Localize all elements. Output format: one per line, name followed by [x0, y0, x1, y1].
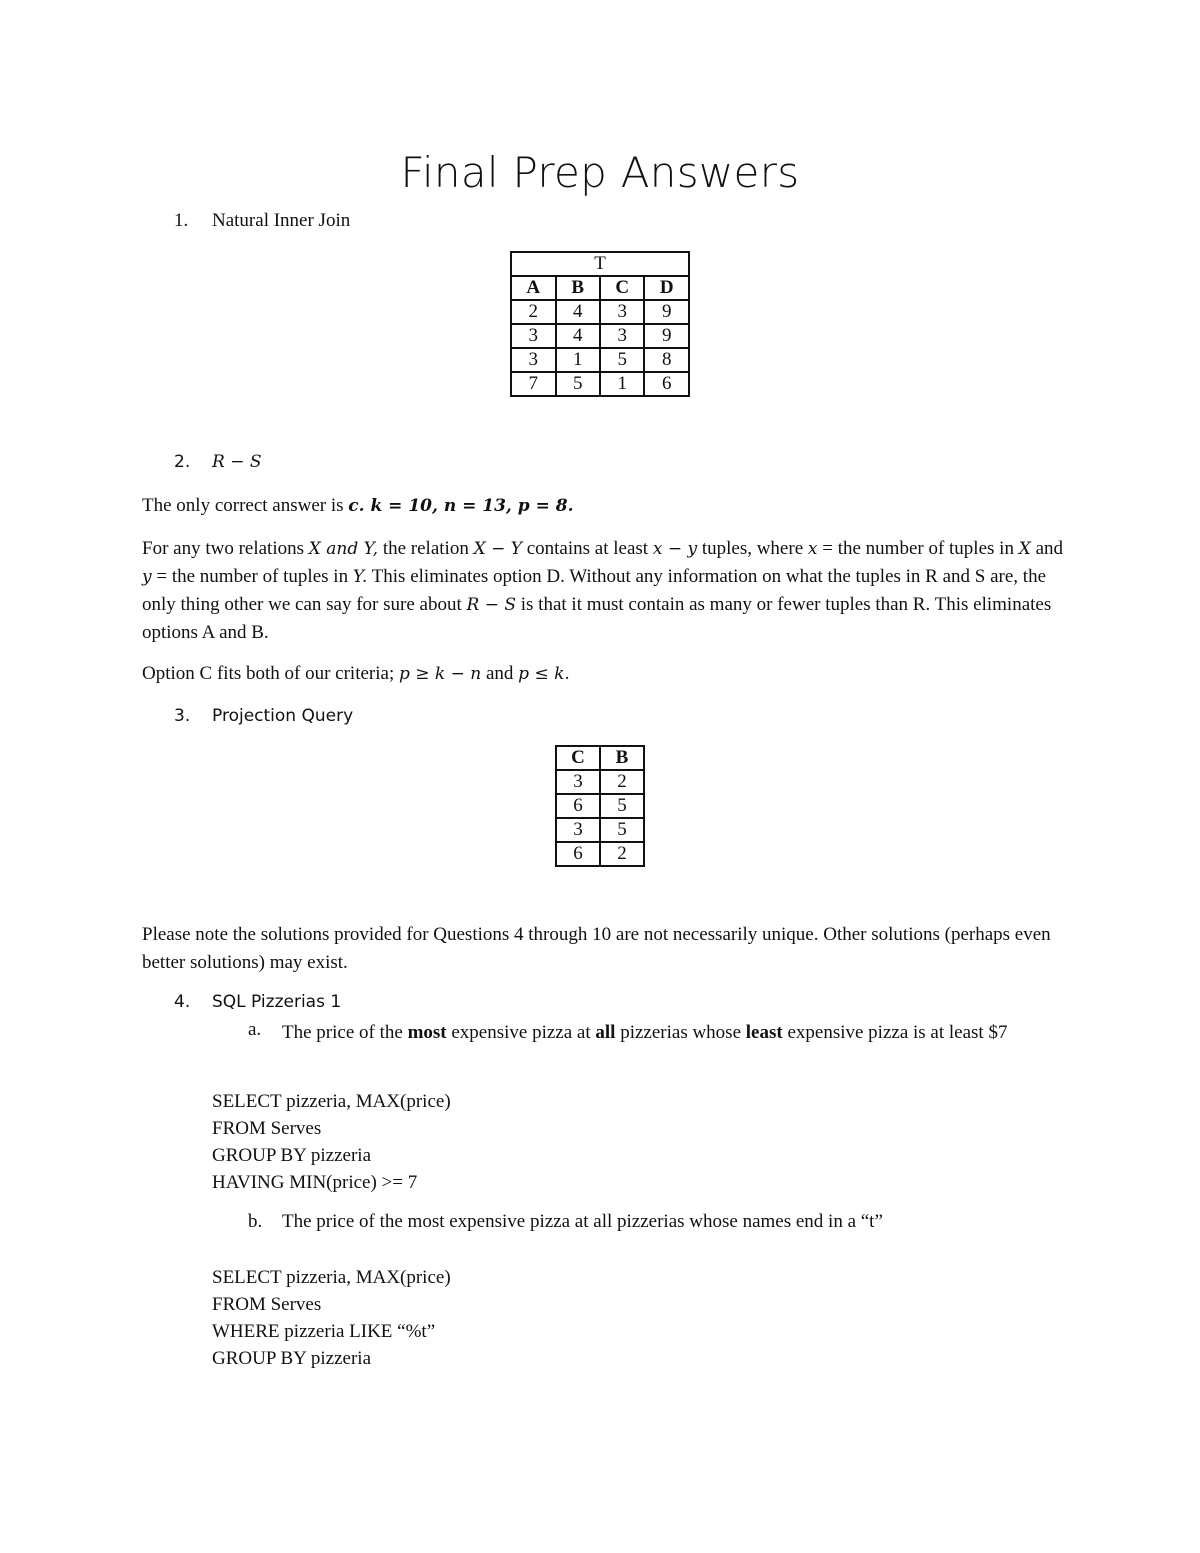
table-cb-header: B: [600, 746, 644, 770]
math: x − y: [652, 539, 698, 559]
table-cell: 9: [644, 300, 689, 324]
table-row: [511, 348, 689, 372]
table-cell: 3: [556, 770, 600, 794]
table-cell: 3: [600, 300, 645, 324]
subquestion-b-text: The price of the most expensive pizza at all pizzerias whose names end in a “t”: [282, 1211, 883, 1232]
question-2-number: 2.: [174, 452, 191, 472]
math: p ≥ k − n: [398, 664, 482, 684]
math: x: [807, 539, 818, 559]
code-line: GROUP BY pizzeria: [212, 1145, 372, 1166]
emphasis: all: [595, 1022, 616, 1043]
math: X: [1018, 539, 1031, 559]
answer-math: c. k = 10, n = 13, p = 8.: [348, 496, 574, 516]
math: X − Y: [473, 539, 522, 559]
text: Option C fits both of our criteria;: [142, 663, 399, 684]
table-cell: 2: [600, 770, 644, 794]
table-cell: 5: [556, 372, 600, 396]
criteria-paragraph: [142, 660, 1072, 688]
table-cell: 3: [511, 324, 556, 348]
text: This eliminates option D. Without any information on what the tuples in R and S are, the only thing other we can say for sure about: [142, 566, 1047, 615]
math: X and Y,: [308, 539, 379, 559]
text: tuples, where: [697, 538, 808, 559]
table-cell: 1: [556, 348, 600, 372]
solutions-note: Please note the solutions provided for Questions 4 through 10 are not necessarily unique. Other solutions (perhaps even better solutions) may exist.: [142, 924, 1051, 973]
math: p ≤ k.: [518, 664, 570, 684]
table-row: [556, 794, 644, 818]
explanation-paragraph: [142, 535, 1072, 647]
table-cell: 3: [556, 818, 600, 842]
text: the relation: [378, 538, 474, 559]
table-cell: 9: [644, 324, 689, 348]
table-row: [511, 300, 689, 324]
table-cell: 6: [556, 794, 600, 818]
table-cell: 2: [511, 300, 556, 324]
sql-code-b: [212, 1264, 451, 1372]
answer-prefix: The only correct answer is: [142, 495, 349, 516]
text: expensive pizza at: [446, 1022, 596, 1043]
table-row: [511, 372, 689, 396]
table-t-caption: T: [511, 252, 689, 276]
code-line: HAVING MIN(price) >= 7: [212, 1172, 418, 1193]
question-3-number: 3.: [174, 706, 191, 726]
text: For any two relations: [142, 538, 309, 559]
question-1-number: 1.: [174, 210, 189, 231]
emphasis: least: [745, 1022, 783, 1043]
table-cell: 6: [556, 842, 600, 866]
table-cell: 2: [600, 842, 644, 866]
table-row: [511, 324, 689, 348]
question-3-label: Projection Query: [212, 706, 354, 726]
code-line: FROM Serves: [212, 1118, 322, 1139]
table-t-header: D: [644, 276, 689, 300]
question-4-label: SQL Pizzerias 1: [212, 992, 342, 1012]
table-row: [556, 842, 644, 866]
table-row: [556, 770, 644, 794]
table-row: [556, 818, 644, 842]
sql-code-a: [212, 1088, 451, 1196]
text: = the number of tuples in: [151, 566, 353, 587]
code-line: GROUP BY pizzeria: [212, 1348, 372, 1369]
table-cell: 5: [600, 794, 644, 818]
page-title: Final Prep Answers: [400, 148, 800, 197]
table-t-header: C: [600, 276, 645, 300]
math: R − S: [466, 595, 516, 615]
subquestion-a-letter: a.: [248, 1019, 262, 1040]
table-cell: 3: [600, 324, 645, 348]
table-t: [510, 251, 690, 397]
emphasis: most: [407, 1022, 447, 1043]
subquestion-b-letter: b.: [248, 1211, 263, 1232]
question-1-label: Natural Inner Join: [212, 210, 351, 231]
text: expensive pizza is at least $7: [782, 1022, 1008, 1043]
table-cell: 5: [600, 348, 645, 372]
table-cell: 4: [556, 324, 600, 348]
table-cell: 5: [600, 818, 644, 842]
text: = the number of tuples in: [817, 538, 1019, 559]
table-cell: 4: [556, 300, 600, 324]
text: contains at least: [521, 538, 653, 559]
code-line: SELECT pizzeria, MAX(price): [212, 1267, 451, 1288]
text: and: [1030, 538, 1063, 559]
table-t-header: A: [511, 276, 556, 300]
table-cb-header: C: [556, 746, 600, 770]
text: The price of the: [282, 1022, 408, 1043]
table-cell: 1: [600, 372, 645, 396]
table-cell: 7: [511, 372, 556, 396]
code-line: FROM Serves: [212, 1294, 322, 1315]
answer-statement: [142, 492, 1072, 520]
question-2-label: R − S: [212, 452, 262, 472]
code-line: WHERE pizzeria LIKE “%t”: [212, 1321, 436, 1342]
code-line: SELECT pizzeria, MAX(price): [212, 1091, 451, 1112]
text: and: [481, 663, 519, 684]
question-4-number: 4.: [174, 992, 191, 1012]
table-t-header: B: [556, 276, 600, 300]
subquestion-a-text: [282, 1019, 1052, 1047]
table-cb: [555, 745, 645, 867]
table-cell: 3: [511, 348, 556, 372]
text: is that it must contain as many or fewer tuples than R. This eliminates options A and B.: [142, 594, 1052, 643]
text: pizzerias whose: [615, 1022, 746, 1043]
table-cell: 6: [644, 372, 689, 396]
math: Y.: [352, 567, 368, 587]
math: y: [142, 567, 152, 587]
table-cell: 8: [644, 348, 689, 372]
